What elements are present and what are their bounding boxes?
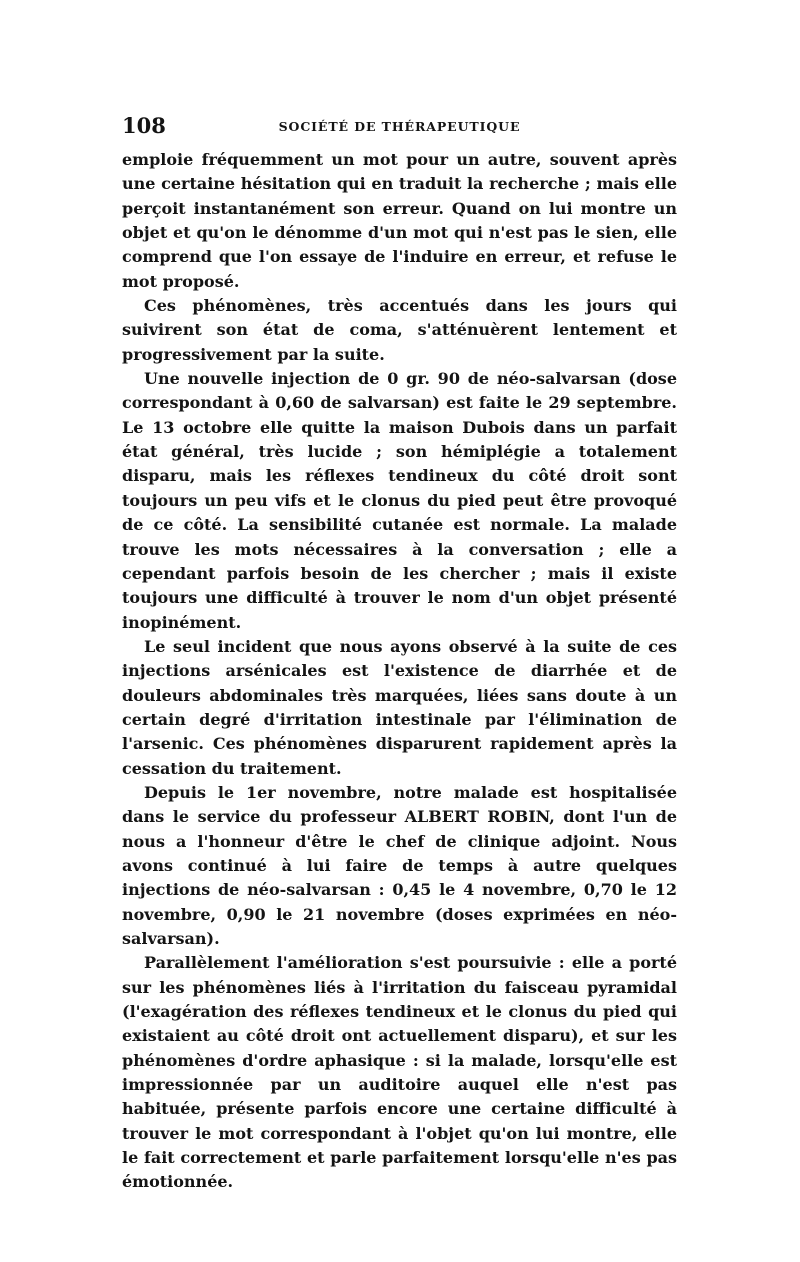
running-title: SOCIÉTÉ DE THÉRAPEUTIQUE (278, 119, 521, 134)
paragraph-hospitalisation: Depuis le 1er novembre, notre malade est hospitalisée dans le service du professeur ALBERT ROBIN, dont l'un de nous a l'honneur d'être le chef de clinique adjoint. Nous avons continué à lui faire de temps à autre quelques injections de néo-salvarsan : 0,45 le 4 novembre, 0,70 le 12 novembre, 0,90 le 21 novembre (doses exprimées en néo-salvarsan). (122, 782, 677, 948)
paragraph-continuation: emploie fréquemment un mot pour un autre, souvent après une certaine hésitation qui en traduit la recherche ; mais elle perçoit instantanément son erreur. Quand on lui montre un objet et qu'on le dénomme d'un mot qui n'est pas le sien, elle comprend que l'on essaye de l'induire en erreur, et refuse le mot proposé. (122, 150, 677, 291)
page-number: 108 (122, 113, 166, 138)
paragraph-incident: Le seul incident que nous ayons observé à la suite de ces injections arsénicales est l'existence de diarrhée et de douleurs abdominales très marquées, liées sans doute à un certain degré d'irritation intestinale par l'élimination de l'arsenic. Ces phénomènes disparurent rapidement après la cessation du traitement. (122, 636, 677, 778)
paragraph-phenomenes: Ces phénomènes, très accentués dans les jours qui suivirent son état de coma, s'atténuèrent lentement et progressivement par la suite. (122, 296, 677, 364)
running-head (122, 112, 677, 142)
paragraph-injection: Une nouvelle injection de 0 gr. 90 de néo-salvarsan (dose correspondant à 0,60 de salvarsan) est faite le 29 septembre. Le 13 octobre elle quitte la maison Dubois dans un parfait état général, très lucide ; son hémiplégie a totalement disparu, mais les réflexes tendineux du côté droit sont toujours un peu vifs et le clonus du pied peut être provoqué de ce côté. La sensibilité cutanée est normale. La malade trouve les mots nécessaires à la conversation ; elle a cependant parfois besoin de les chercher ; mais il existe toujours une difficulté à trouver le nom d'un objet présenté inopinément. (122, 369, 677, 632)
book-page (122, 112, 677, 1195)
paragraph-amelioration: Parallèlement l'amélioration s'est poursuivie : elle a porté sur les phénomènes liés à l'irritation du faisceau pyramidal (l'exagération des réflexes tendineux et le clonus du pied qui existaient au côté droit ont actuellement disparu), et sur les phénomènes d'ordre aphasique : si la malade, lorsqu'elle est impressionnée par un auditoire auquel elle n'est pas habituée, présente parfois encore une certaine difficulté à trouver le mot correspondant à l'objet qu'on lui montre, elle le fait correctement et parle parfaitement lorsqu'elle n'es pas émotionnée. (122, 953, 677, 1192)
body-text (122, 148, 677, 1195)
